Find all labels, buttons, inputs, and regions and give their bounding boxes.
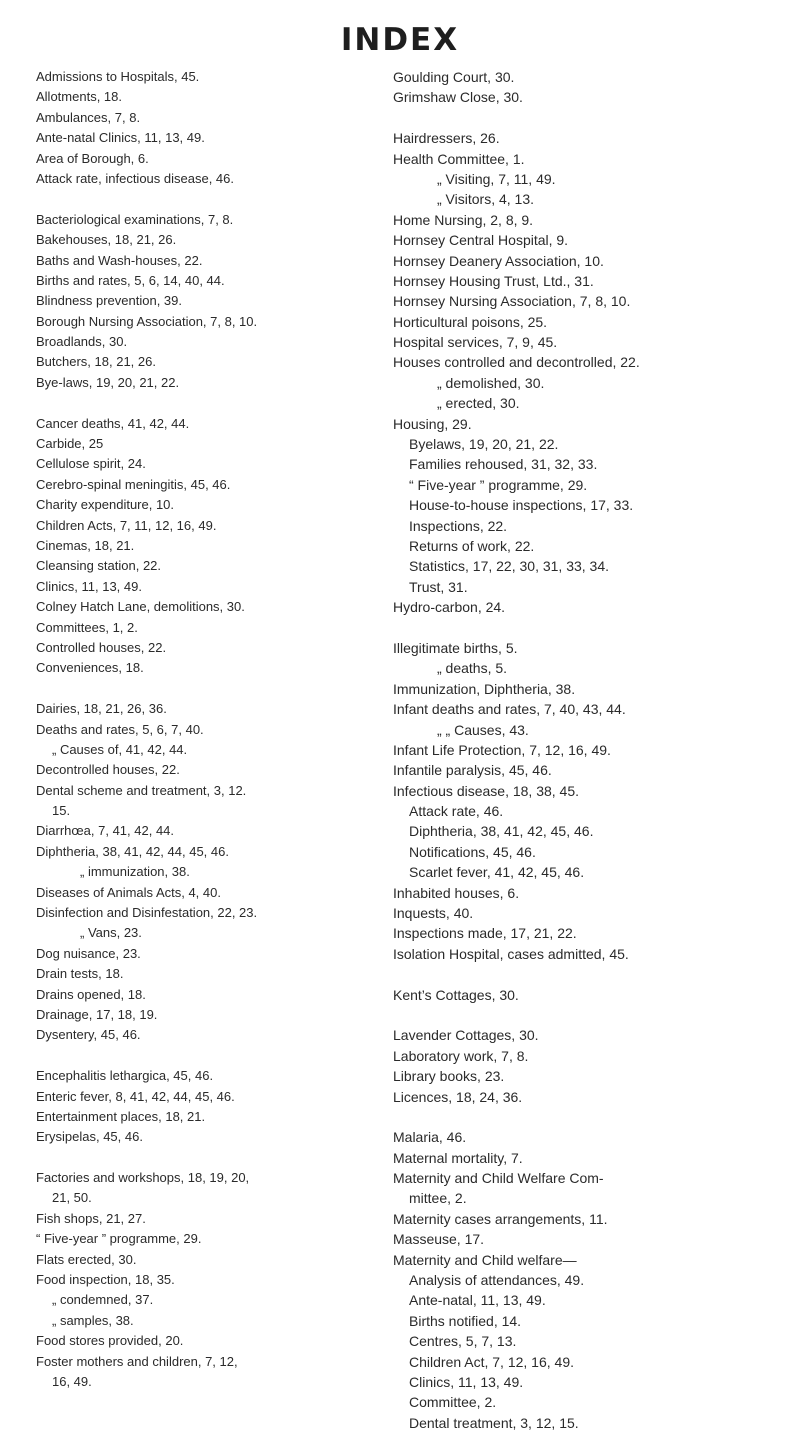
index-entry: Houses controlled and decontrolled, 22. (393, 354, 640, 371)
index-entry: Horticultural poisons, 25. (393, 313, 548, 330)
index-entry: Hairdressers, 26. (393, 130, 500, 147)
index-entry: Goulding Court, 30. (393, 69, 515, 85)
index-entry: Lavender Cottages, 30. (393, 1027, 539, 1044)
index-entry: Charity expenditure, 10. (36, 497, 175, 513)
index-subentry: „ Vans, 23. (80, 925, 142, 941)
index-entry: Diseases of Animals Acts, 4, 40. (36, 884, 221, 900)
index-entry: Hospital services, 7, 9, 45. (393, 334, 558, 351)
index-entry: Foster mothers and children, 7, 12, (36, 1353, 238, 1369)
section-gap (393, 108, 771, 128)
index-entry: Hornsey Central Hospital, 9. (393, 232, 569, 249)
index-subentry: Births notified, 14. (409, 1312, 522, 1329)
index-entry: Drainage, 17, 18, 19. (36, 1006, 158, 1022)
index-entry: Erysipelas, 45, 46. (36, 1129, 143, 1145)
index-subentry: „ Visiting, 7, 11, 49. (437, 170, 556, 187)
section-gap (393, 1005, 771, 1025)
index-entry: Decontrolled houses, 22. (36, 762, 180, 778)
index-entry: Ante-natal Clinics, 11, 13, 49. (36, 130, 205, 146)
index-entry: Enteric fever, 8, 41, 42, 44, 45, 46. (36, 1088, 235, 1104)
index-subentry: 21, 50. (52, 1190, 92, 1206)
index-entry: Admissions to Hospitals, 45. (36, 69, 200, 84)
section-gap (36, 1046, 382, 1066)
index-entry: Maternity cases arrangements, 11. (393, 1210, 608, 1227)
index-entry: Controlled houses, 22. (36, 639, 167, 655)
index-entry: Allotments, 18. (36, 89, 122, 105)
index-subentry: „ deaths, 5. (437, 660, 508, 677)
index-entry: Masseuse, 17. (393, 1231, 485, 1248)
index-entry: Cinemas, 18, 21. (36, 537, 135, 553)
index-entry: Children Acts, 7, 11, 12, 16, 49. (36, 517, 217, 533)
index-subentry: Statistics, 17, 22, 30, 31, 33, 34. (409, 558, 610, 575)
index-subentry: Clinics, 11, 13, 49. (409, 1374, 524, 1390)
index-entry: Deaths and rates, 5, 6, 7, 40. (36, 721, 204, 737)
section-gap (36, 393, 382, 413)
index-entry: Infant Life Protection, 7, 12, 16, 49. (393, 741, 611, 758)
index-entry: Disinfection and Disinfestation, 22, 23. (36, 905, 258, 921)
index-entry: Infantile paralysis, 45, 46. (393, 762, 552, 779)
index-entry: Bye-laws, 19, 20, 21, 22. (36, 374, 180, 390)
index-entry: Illegitimate births, 5. (393, 639, 518, 656)
index-entry: Grimshaw Close, 30. (393, 89, 523, 106)
index-entry: Maternity and Child welfare— (393, 1251, 577, 1268)
index-subentry: Notifications, 45, 46. (409, 843, 536, 860)
index-subentry: „ demolished, 30. (437, 374, 545, 391)
index-entry: Baths and Wash-houses, 22. (36, 252, 203, 268)
index-subentry: „ samples, 38. (52, 1312, 134, 1328)
index-subentry: Diphtheria, 38, 41, 42, 45, 46. (409, 823, 594, 840)
index-entry: Clinics, 11, 13, 49. (36, 578, 142, 594)
index-column-right (393, 67, 771, 1433)
index-entry: Conveniences, 18. (36, 660, 144, 676)
index-entry: Isolation Hospital, cases admitted, 45. (393, 945, 629, 962)
index-entry: Infant deaths and rates, 7, 40, 43, 44. (393, 701, 626, 718)
index-entry: Inspections made, 17, 21, 22. (393, 925, 577, 942)
index-subentry: “ Five-year ” programme, 29. (409, 476, 588, 493)
index-entry: Drain tests, 18. (36, 966, 124, 982)
index-entry: Laboratory work, 7, 8. (393, 1047, 529, 1064)
index-entry: Committees, 1, 2. (36, 619, 138, 635)
index-subentry: Analysis of attendances, 49. (409, 1272, 585, 1289)
index-entry: Health Committee, 1. (393, 150, 525, 167)
index-entry: Inhabited houses, 6. (393, 884, 520, 901)
index-subentry: House-to-house inspections, 17, 33. (409, 497, 634, 514)
index-subentry: Byelaws, 19, 20, 21, 22. (409, 436, 559, 453)
section-gap (393, 618, 771, 638)
section-gap (36, 1148, 382, 1168)
index-subentry: „ Causes of, 41, 42, 44. (52, 741, 188, 757)
index-entry: Hornsey Housing Trust, Ltd., 31. (393, 272, 594, 289)
index-entry: Immunization, Diphtheria, 38. (393, 680, 576, 697)
index-entry: Drains opened, 18. (36, 986, 146, 1002)
index-entry: Kent’s Cottages, 30. (393, 986, 519, 1003)
index-subentry: 15. (52, 803, 71, 819)
index-subentry: „ immunization, 38. (80, 864, 190, 880)
index-entry: Cancer deaths, 41, 42, 44. (36, 415, 190, 431)
index-entry: Hydro-carbon, 24. (393, 599, 506, 616)
index-entry: Blindness prevention, 39. (36, 293, 182, 309)
index-entry: Food stores provided, 20. (36, 1333, 184, 1349)
index-entry: Hornsey Deanery Association, 10. (393, 252, 604, 269)
index-entry: Dairies, 18, 21, 26, 36. (36, 701, 167, 717)
index-subentry: Families rehoused, 31, 32, 33. (409, 456, 598, 473)
index-entry: Attack rate, infectious disease, 46. (36, 170, 234, 186)
index-entry: Maternity and Child Welfare Com- (393, 1170, 604, 1187)
index-entry: Malaria, 46. (393, 1129, 467, 1146)
index-column-left (36, 67, 382, 1392)
index-entry: Home Nursing, 2, 8, 9. (393, 211, 534, 228)
index-subentry: Inspections, 22. (409, 517, 508, 534)
index-entry: Ambulances, 7, 8. (36, 109, 141, 125)
index-entry: Factories and workshops, 18, 19, 20, (36, 1170, 250, 1186)
index-entry: Library books, 23. (393, 1068, 505, 1085)
index-subentry: 16, 49. (52, 1374, 92, 1389)
index-entry: Encephalitis lethargica, 45, 46. (36, 1068, 214, 1084)
index-subentry: mittee, 2. (409, 1190, 467, 1207)
section-gap (36, 189, 382, 209)
index-entry: Broadlands, 30. (36, 334, 128, 350)
index-subentry: Dental treatment, 3, 12, 15. (409, 1414, 579, 1431)
index-entry: Cleansing station, 22. (36, 558, 162, 574)
index-subentry: Trust, 31. (409, 578, 468, 595)
index-entry: Flats erected, 30. (36, 1251, 137, 1267)
index-entry: Hornsey Nursing Association, 7, 8, 10. (393, 293, 631, 310)
index-entry: Dental scheme and treatment, 3, 12. (36, 782, 247, 798)
index-subentry: Attack rate, 46. (409, 803, 504, 820)
index-entry: Maternal mortality, 7. (393, 1149, 523, 1166)
index-entry: Borough Nursing Association, 7, 8, 10. (36, 313, 258, 329)
index-subentry: „ condemned, 37. (52, 1292, 154, 1308)
index-subentry: Ante-natal, 11, 13, 49. (409, 1292, 546, 1309)
index-entry: Bacteriological examinations, 7, 8. (36, 211, 234, 227)
index-subentry: Scarlet fever, 41, 42, 45, 46. (409, 864, 585, 881)
index-entry: Food inspection, 18, 35. (36, 1272, 175, 1288)
section-gap (36, 679, 382, 699)
section-gap (393, 1107, 771, 1127)
index-entry: Diarrhœa, 7, 41, 42, 44. (36, 823, 175, 839)
index-subentry: Centres, 5, 7, 13. (409, 1333, 517, 1350)
index-subentry: Returns of work, 22. (409, 537, 535, 554)
index-entry: Dog nuisance, 23. (36, 945, 141, 961)
index-subentry: „ „ Causes, 43. (437, 721, 529, 738)
index-entry: Inquests, 40. (393, 905, 474, 922)
index-entry: Infectious disease, 18, 38, 45. (393, 782, 580, 799)
index-entry: Housing, 29. (393, 415, 472, 432)
index-entry: “ Five-year ” programme, 29. (36, 1231, 202, 1247)
index-entry: Area of Borough, 6. (36, 150, 149, 166)
section-gap (393, 964, 771, 984)
index-subentry: Children Act, 7, 12, 16, 49. (409, 1353, 574, 1370)
index-entry: Licences, 18, 24, 36. (393, 1088, 523, 1105)
page-title: INDEX (340, 22, 460, 58)
index-subentry: „ Visitors, 4, 13. (437, 191, 535, 208)
index-entry: Cellulose spirit, 24. (36, 456, 146, 472)
index-entry: Bakehouses, 18, 21, 26. (36, 232, 177, 248)
index-entry: Butchers, 18, 21, 26. (36, 354, 156, 370)
index-entry: Entertainment places, 18, 21. (36, 1108, 206, 1124)
index-subentry: Committee, 2. (409, 1394, 497, 1411)
index-entry: Fish shops, 21, 27. (36, 1210, 146, 1226)
index-entry: Colney Hatch Lane, demolitions, 30. (36, 599, 245, 615)
index-entry: Dysentery, 45, 46. (36, 1027, 141, 1043)
index-entry: Diphtheria, 38, 41, 42, 44, 45, 46. (36, 843, 229, 859)
index-entry: Cerebro-spinal meningitis, 45, 46. (36, 476, 231, 492)
index-entry: Carbide, 25 (36, 436, 104, 452)
index-subentry: „ erected, 30. (437, 395, 520, 412)
index-entry: Births and rates, 5, 6, 14, 40, 44. (36, 272, 225, 288)
